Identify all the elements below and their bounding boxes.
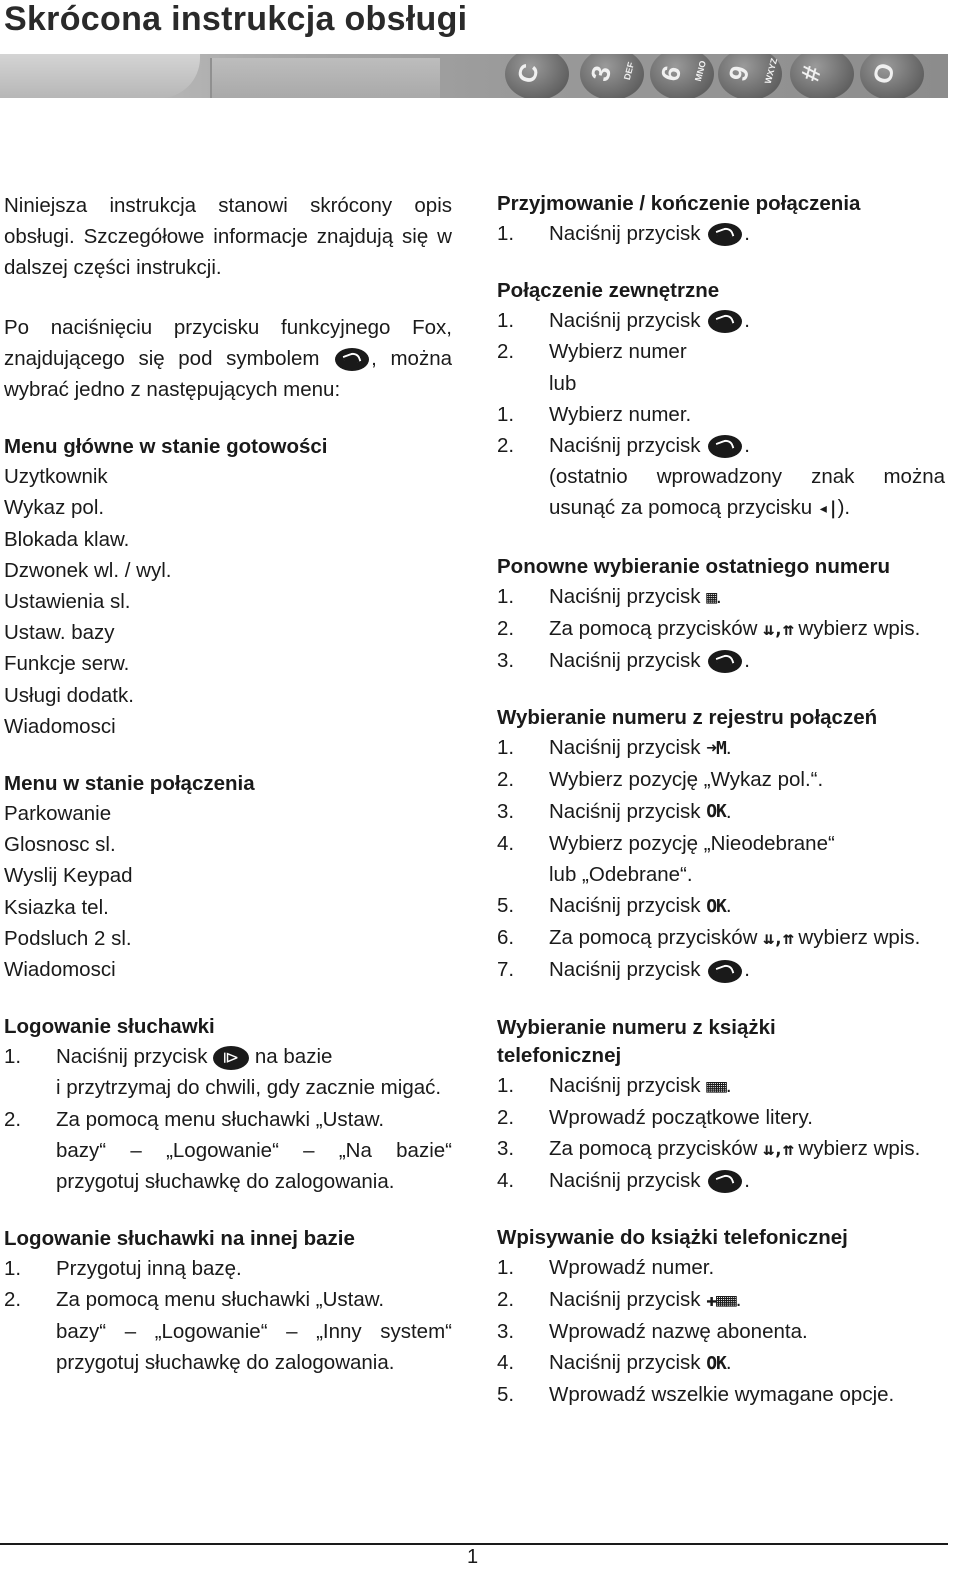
calllog-step-4: 4. Wybierz pozycję „Nieodebrane“ lub „Odebrane“. <box>497 831 835 886</box>
list-item: Wiadomosci <box>4 958 116 982</box>
add-to-phonebook-icon: ✚▦▦ <box>706 1289 736 1311</box>
list-item: Ustaw. bazy <box>4 621 115 645</box>
menu-main-list <box>4 461 452 742</box>
list-item: Wykaz pol. <box>4 496 105 520</box>
entry-step-2: 2. Naciśnij przycisk ✚▦▦. <box>497 1284 945 1316</box>
key-o: O <box>860 54 924 98</box>
phonebook-icon: ▦▦ <box>706 1075 726 1097</box>
login-step-2: 2. Za pomocą menu słuchawki „Ustaw. bazy“ – „Logowanie“ – „Na bazie“ przygotuj słuchawkę do zalogowania. <box>4 1107 452 1194</box>
delete-icon: ◂| <box>817 498 838 520</box>
redial-step-3: 3. Naciśnij przycisk . <box>497 648 750 672</box>
list-item: Ustawienia sl. <box>4 590 131 614</box>
external-step-3: 1. Wybierz numer. <box>497 402 692 426</box>
list-item: Podsluch 2 sl. <box>4 926 132 950</box>
list-item: Wyslij Keypad <box>4 864 133 888</box>
phonebook-step-1: 1. Naciśnij przycisk ▦▦. <box>497 1070 945 1102</box>
menu-call-list <box>4 798 452 985</box>
right-column <box>497 190 945 1410</box>
external-or: lub <box>549 371 577 395</box>
list-item: Glosnosc sl. <box>4 833 116 857</box>
phonebook-step-2: 2. Wprowadź początkowe litery. <box>497 1105 813 1129</box>
list-item: Uzytkownik <box>4 465 108 489</box>
list-item: Wiadomosci <box>4 714 116 738</box>
login-other-step-1: 1. Przygotuj inną bazę. <box>4 1257 242 1281</box>
calllog-step-5: 5. Naciśnij przycisk OK. <box>497 890 945 922</box>
key-hash: # <box>790 54 854 98</box>
left-column <box>4 190 452 1378</box>
call-log-icon: ➜M <box>706 738 726 760</box>
calllog-heading: Wybieranie numeru z rejestru połączeń <box>497 706 878 730</box>
external-heading: Połączenie zewnętrzne <box>497 279 720 303</box>
phone-icon <box>708 1170 742 1193</box>
answer-heading: Przyjmowanie / kończenie połączenia <box>497 192 861 215</box>
login-step-1: 1. Naciśnij przycisk ⧐ na bazie i przytrzymaj do chwili, gdy zacznie migać. <box>4 1041 452 1103</box>
list-item: Parkowanie <box>4 802 112 826</box>
calllog-step-1: 1. Naciśnij przycisk ➜M. <box>497 732 945 764</box>
phone-icon <box>335 348 369 371</box>
entry-step-3: 3. Wprowadź nazwę abonenta. <box>497 1319 808 1343</box>
login-heading: Logowanie słuchawki <box>4 1015 215 1039</box>
list-item: Blokada klaw. <box>4 527 130 551</box>
entry-heading: Wpisywanie do książki telefonicznej <box>497 1226 848 1250</box>
phonebook-step-3: 3. Za pomocą przycisków ⇊,⇈ wybierz wpis. <box>497 1133 945 1165</box>
key-c: C <box>505 54 569 98</box>
key-6: 6 MNO <box>650 54 714 98</box>
redial-heading: Ponowne wybieranie ostatniego numeru <box>497 554 890 578</box>
paging-icon <box>213 1046 249 1070</box>
list-item: Dzwonek wl. / wyl. <box>4 558 172 582</box>
phone-icon <box>708 310 742 333</box>
phonebook-heading: Wybieranie numeru z książki telefonicznej <box>497 1015 776 1067</box>
phone-icon <box>708 960 742 983</box>
entry-step-4: 4. Naciśnij przycisk OK. <box>497 1347 945 1379</box>
key-9: 9 WXYZ <box>718 54 782 98</box>
up-down-arrows-icon: ⇊,⇈ <box>763 618 793 640</box>
redial-step-2: 2. Za pomocą przycisków ⇊,⇈ wybierz wpis. <box>497 613 945 645</box>
redial-icon: ▦ <box>706 586 717 608</box>
phone-icon <box>708 223 742 246</box>
ok-icon: OK <box>706 896 726 918</box>
phonebook-step-4: 4. Naciśnij przycisk . <box>497 1169 750 1193</box>
menu-main-heading: Menu główne w stanie gotowości <box>4 435 328 459</box>
login-other-heading: Logowanie słuchawki na innej bazie <box>4 1227 355 1251</box>
calllog-step-6: 6. Za pomocą przycisków ⇊,⇈ wybierz wpis. <box>497 922 945 954</box>
fox-text: Po naciśnięciu przycisku funkcyjnego Fox, znajdującego się pod symbolem , można wybrać jedno z następujących menu: <box>4 315 452 402</box>
list-item: Ksiazka tel. <box>4 895 109 919</box>
entry-step-1: 1. Wprowadź numer. <box>497 1256 715 1280</box>
answer-step-1: 1. Naciśnij przycisk . <box>497 222 750 245</box>
external-note: (ostatnio wprowadzony znak można usunąć za pomocą przycisku ◂|). <box>497 461 945 524</box>
login-other-step-2: 2. Za pomocą menu słuchawki „Ustaw. bazy“ – „Logowanie“ – „Inny system“ przygotuj słuchawkę do zalogowania. <box>4 1288 452 1374</box>
phone-icon <box>708 650 742 673</box>
calllog-step-2: 2. Wybierz pozycję „Wykaz pol.“. <box>497 768 824 792</box>
external-step-1: 1. Naciśnij przycisk . <box>497 309 750 333</box>
handset-edge <box>0 54 200 98</box>
list-item: Funkcje serw. <box>4 652 130 676</box>
intro-text: Niniejsza instrukcja stanowi skrócony opis obsługi. Szczegółowe informacje znajdują się w dalszej części instrukcji. <box>4 194 452 280</box>
handset-display <box>210 58 440 98</box>
external-step-4: 2. Naciśnij przycisk . <box>497 434 750 458</box>
up-down-arrows-icon: ⇊,⇈ <box>763 1138 793 1160</box>
calllog-step-7: 7. Naciśnij przycisk . <box>497 958 750 982</box>
phone-keypad-photo <box>0 54 948 98</box>
ok-icon: OK <box>706 801 726 823</box>
ok-icon: OK <box>706 1352 726 1374</box>
external-step-2: 2. Wybierz numer <box>497 340 687 364</box>
menu-call-heading: Menu w stanie połączenia <box>4 772 255 796</box>
up-down-arrows-icon: ⇊,⇈ <box>763 928 793 950</box>
footer-rule <box>0 1543 948 1545</box>
key-3: 3 DEF <box>580 54 644 98</box>
phone-icon <box>708 435 742 458</box>
redial-step-1: 1. Naciśnij przycisk ▦. <box>497 581 945 613</box>
page-title: Skrócona instrukcja obsługi <box>4 0 468 38</box>
entry-step-5: 5. Wprowadź wszelkie wymagane opcje. <box>497 1383 895 1407</box>
page-number: 1 <box>467 1546 479 1568</box>
calllog-step-3: 3. Naciśnij przycisk OK. <box>497 796 945 828</box>
list-item: Usługi dodatk. <box>4 683 134 707</box>
